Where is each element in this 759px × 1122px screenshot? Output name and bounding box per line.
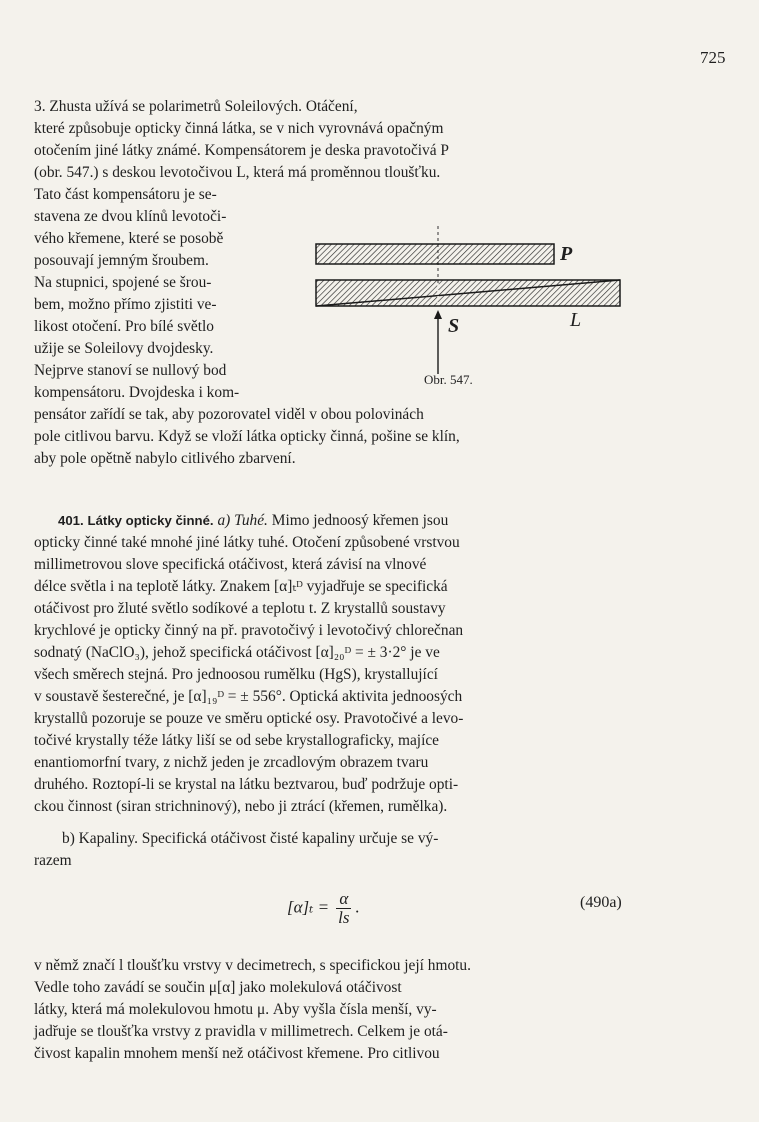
section-sub-a: a) Tuhé. bbox=[217, 512, 268, 529]
plate-p-label: P bbox=[560, 243, 573, 265]
wedge-s-label: S bbox=[448, 315, 460, 337]
section-heading-line bbox=[58, 510, 638, 532]
formula-fraction bbox=[336, 890, 351, 927]
section-line-12: druhého. Roztopí-li se krystal na látku beztvarou, buď podržuje opti- bbox=[34, 776, 459, 793]
para1-wide-2: otočením jiné látky známé. Kompensátorem je deska pravotočivá P bbox=[34, 142, 449, 159]
para1-narrow-9: Nejprve stanoví se nullový bod bbox=[34, 362, 227, 379]
wedge-l-label: L bbox=[570, 309, 582, 331]
para-c-line1: v němž značí l tloušťku vrstvy v decimetrech, s specifickou její hmotu. bbox=[34, 957, 471, 974]
page-number: 725 bbox=[700, 48, 726, 67]
formula-denominator: ls bbox=[338, 908, 350, 927]
para-c-line2: Vedle toho zavádí se součin μ[α] jako molekulová otáčivost bbox=[34, 979, 402, 996]
figure-caption: Obr. 547. bbox=[424, 372, 473, 387]
section-line-9: krystallů pozoruje se pouze ve směru optické osy. Pravotočivé a levo- bbox=[34, 710, 464, 727]
section-line-10: točivé krystally téže látky liší se od sebe krystallograficky, majíce bbox=[34, 732, 440, 749]
light-ray-arrowhead bbox=[434, 310, 442, 319]
section-line-13: ckou činnost (siran strichninový), nebo ji ztrácí (křemen, rumělka). bbox=[34, 798, 448, 815]
section-line-2: millimetrovou slove specifická otáčivost, která závisí na vlnové bbox=[34, 556, 427, 573]
para1-narrow-1: Tato část kompensátoru je se- bbox=[34, 186, 217, 203]
plate-p bbox=[316, 244, 554, 264]
para1-tail-3: aby pole opětně nabylo citlivého zbarvení. bbox=[34, 450, 296, 467]
para1-wide-3: (obr. 547.) s deskou levotočivou L, která má proměnnou tloušťku. bbox=[34, 164, 441, 181]
section-line-1: opticky činné také mnohé jiné látky tuhé. Otočení způsobené vrstvou bbox=[34, 534, 460, 551]
section-line-11: enantiomorfní tvary, z nichž jeden je zrcadlovým obrazem tvaru bbox=[34, 754, 429, 771]
section-line-6: sodnatý (NaClO₃), jehož specifická otáčivost [α]₂₀ᴰ = ± 3·2° je ve bbox=[34, 644, 440, 661]
section-line-7: všech směrech stejná. Pro jednoosou rumělku (HgS), krystallující bbox=[34, 666, 438, 683]
para1-narrow-3: vého křemene, které se posobě bbox=[34, 230, 224, 247]
section-line-3: délce světla i na teplotě látky. Znakem [α]ₜᴰ vyjadřuje se specifická bbox=[34, 578, 448, 595]
para-b-line1: b) Kapaliny. Specifická otáčivost čisté kapaliny určuje se vý- bbox=[62, 830, 439, 847]
formula-numerator: α bbox=[336, 890, 351, 909]
para1-narrow-10: kompensátoru. Dvojdeska i kom- bbox=[34, 384, 240, 401]
para1-wide-1: které způsobuje opticky činná látka, se v nich vyrovnává opačným bbox=[34, 120, 444, 137]
equation-number: (490a) bbox=[580, 894, 622, 911]
section-number: 401. bbox=[58, 513, 84, 528]
para-c-line3: látky, která má molekulovou hmotu μ. Aby vyšla čísla menší, vy- bbox=[34, 1001, 437, 1018]
para1-narrow-5: Na stupnici, spojené se šrou- bbox=[34, 274, 212, 291]
section-line-5: krychlové je opticky činný na př. pravotočivý i levotočivý chlorečnan bbox=[34, 622, 464, 639]
para-c-line4: jadřuje se tloušťka vrstvy z pravidla v millimetrech. Celkem je otá- bbox=[34, 1023, 448, 1040]
section-line-0: Mimo jednoosý křemen jsou bbox=[271, 512, 449, 529]
formula-lhs: [α]ₜ = bbox=[287, 897, 330, 917]
formula-trail: . bbox=[355, 897, 360, 917]
para1-tail-2: pole citlivou barvu. Když se vloží látka opticky činná, pošine se klín, bbox=[34, 428, 460, 445]
para1-line1: 3. Zhusta užívá se polarimetrů Soleilových. Otáčení, bbox=[34, 98, 358, 115]
para1-tail-1: pensátor zařídí se tak, aby pozorovatel viděl v obou polovinách bbox=[34, 406, 424, 423]
formula-490a bbox=[287, 890, 360, 927]
para-b-line2: razem bbox=[34, 852, 72, 869]
para-c-line5: čivost kapalin mnohem menší než otáčivost křemene. Pro citlivou bbox=[34, 1045, 440, 1062]
para1-narrow-8: užije se Soleilovy dvojdesky. bbox=[34, 340, 214, 357]
section-title: Látky opticky činné. bbox=[87, 513, 214, 528]
para1-narrow-6: bem, možno přímo zjistiti ve- bbox=[34, 296, 217, 313]
section-line-4: otáčivost pro žluté světlo sodíkové a teplotu t. Z krystallů soustavy bbox=[34, 600, 446, 617]
compensator-figure bbox=[304, 226, 634, 376]
section-line-8: v soustavě šesterečné, je [α]₁₉ᴰ = ± 556°. Optická aktivita jednoosých bbox=[34, 688, 463, 705]
para1-narrow-7: likost otočení. Pro bílé světlo bbox=[34, 318, 214, 335]
para1-narrow-4: posouvají jemným šroubem. bbox=[34, 252, 209, 269]
para1-narrow-2: stavena ze dvou klínů levotoči- bbox=[34, 208, 227, 225]
